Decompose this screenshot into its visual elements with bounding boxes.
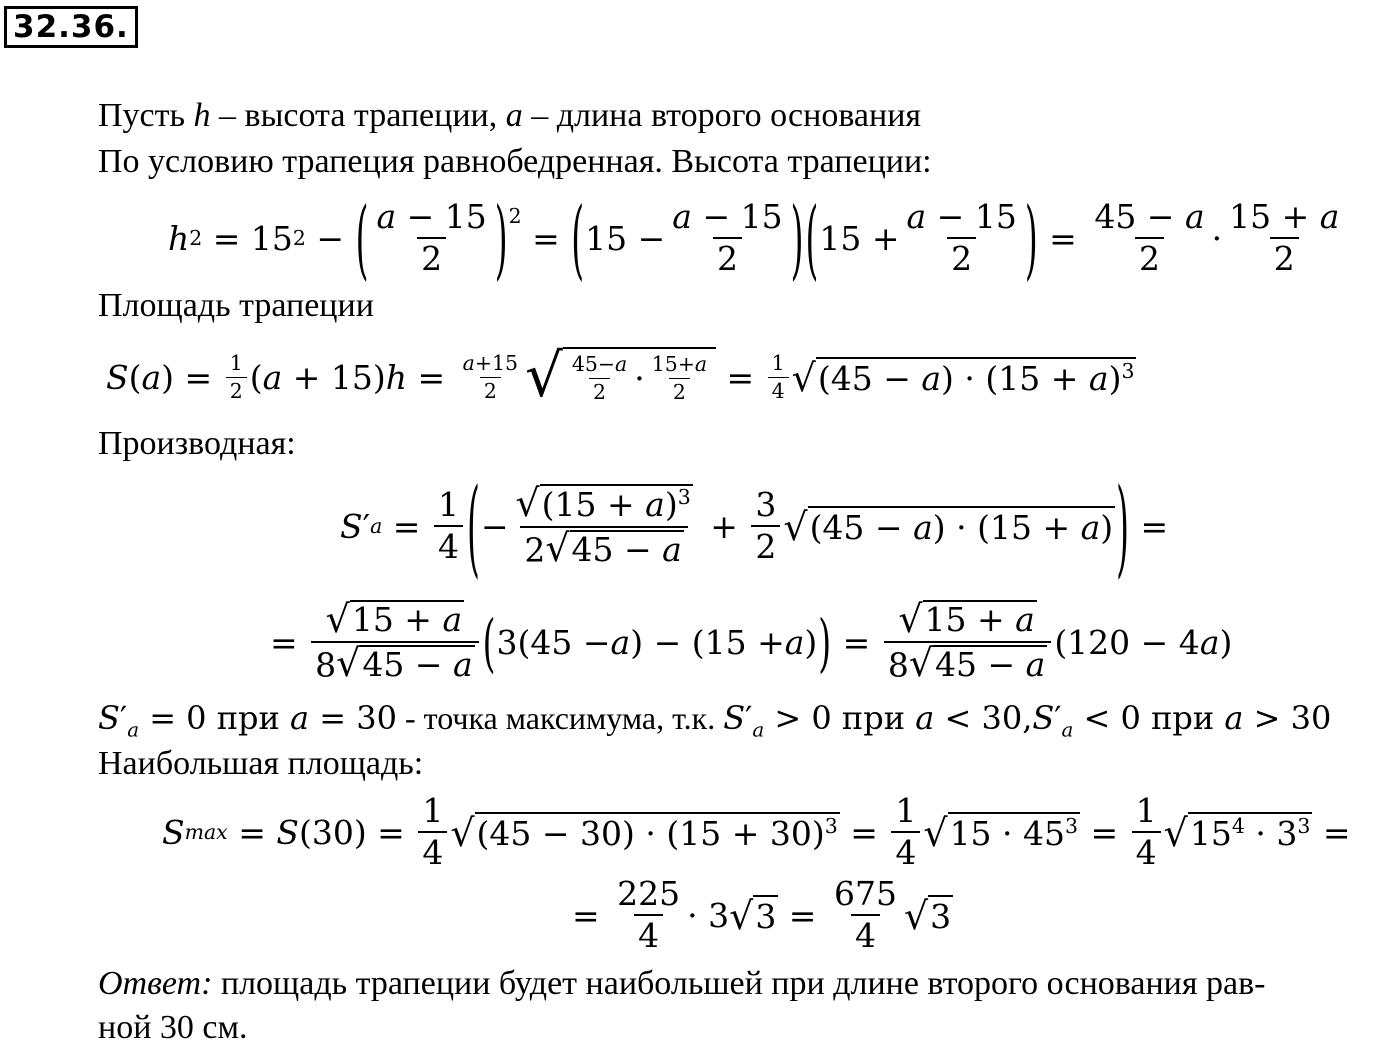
max-equation-2: = $\frac{225}{4}$ · 3 √ 3 = $\frac{675}{4}$ √ 3 xyxy=(572,873,952,955)
intro-text-mid: – высота трапеции, xyxy=(210,97,506,134)
derivative-equation-2: = √ 15 + a 8 √ 45 − a ( 3(45 − a ) − (15 + a ) ) = √ 15 + a 8 √ 45 − a (120 − 4 a ) xyxy=(270,596,1233,686)
intro-line-1 xyxy=(98,96,921,136)
var-h: h xyxy=(193,97,211,134)
height-equation: h 2 = 15 2 − ( $\frac{a - 15}{2}$ ) 2 = ( 15 − $\frac{a - 15}{2}$ ) ( 15 + $\frac{a - 15}{2}$ ) = $\frac{45 - a}{2}$ · $\frac{15 + a}{2}$ xyxy=(168,187,1340,289)
max-equation-1: S max = S (30) = $\frac{1}{4}$ √ $(45 - 30) \cdot (15 + 30)^3$ = $\frac{1}{4}$ √ $15 \cdot 45^3$ = $\frac{1}{4}$ √ $15^4 \cdot 3^3$ = xyxy=(162,790,1351,872)
intro-text-post: – длина второго основания xyxy=(522,97,922,134)
answer-label: Ответ: xyxy=(98,965,213,1002)
answer-line-1 xyxy=(98,964,1265,1004)
area-equation: S ( a ) = $\frac{1}{2}$ ( a + 15) h = $\frac{a+15}{2}$ √ $\frac{45-a}{2}$ · $\frac{15+a}{2}$ = $\frac{1}{4}$ √ $(45 - a) \cdot (15 + a)^3$ xyxy=(106,342,1135,412)
intro-line-2: По условию трапеция равнобедренная. Высота трапеции: xyxy=(98,143,932,180)
answer-text-1: площадь трапеции будет наибольшей при длине второго основания рав- xyxy=(212,965,1266,1002)
derivative-equation-1: S ′ a = $\frac{1}{4}$ ( − √ $(15 + a)^3$ 2 √ 45 − a + $\frac{3}{2}$ √ (45 − a) · (15 + a) ) = xyxy=(340,463,1169,589)
intro-text-pre: Пусть xyxy=(98,97,194,134)
max-heading: Наибольшая площадь: xyxy=(98,745,424,782)
answer-line-2: ной 30 см. xyxy=(98,1009,248,1046)
derivative-heading: Производная: xyxy=(98,425,296,462)
critical-point-line: $S'_a = 0$ при a = 30 - точка максимума, т.к. $S'_a > 0$ при $a < 30,S'_a < 0$ при a > 30 xyxy=(98,699,1332,742)
problem-number: 32.36. xyxy=(4,6,138,48)
area-heading: Площадь трапеции xyxy=(98,287,374,324)
var-a: a xyxy=(505,97,523,134)
